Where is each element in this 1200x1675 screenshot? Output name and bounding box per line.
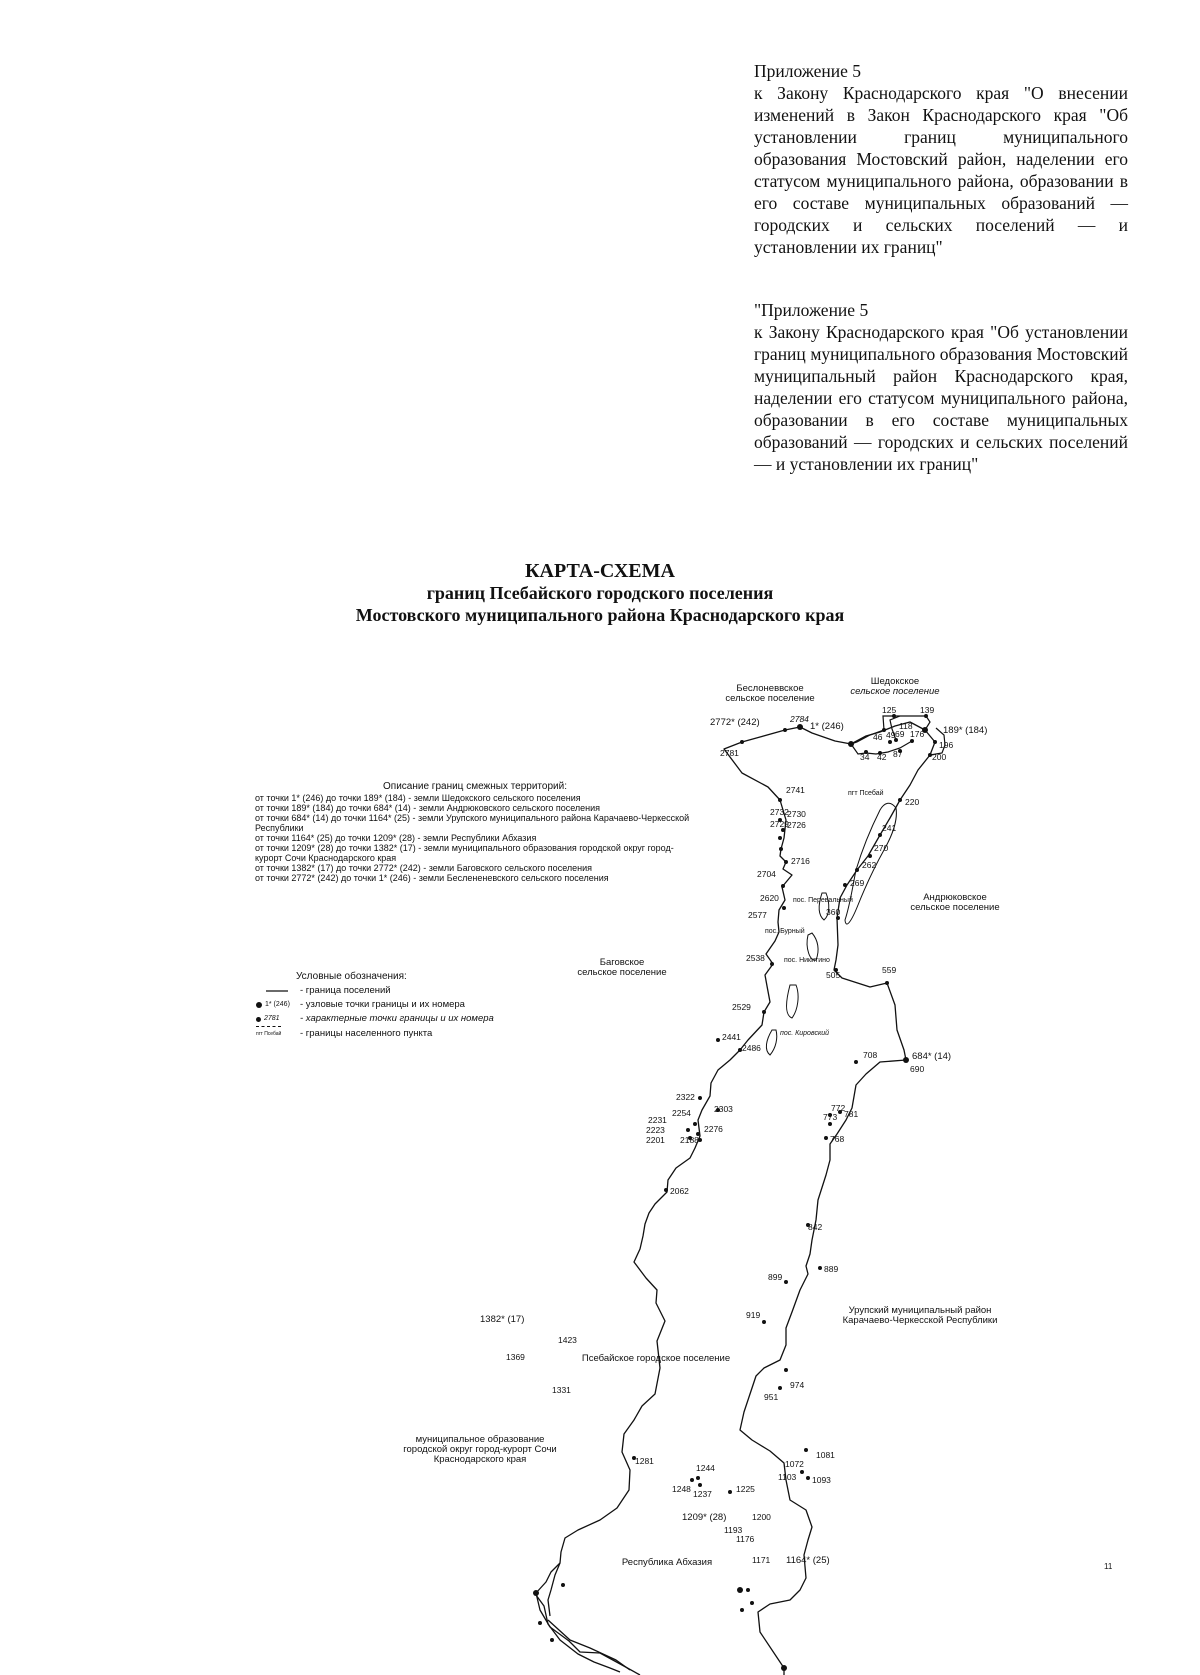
node-point-1382 [533, 1590, 539, 1596]
point-label: 2201 [646, 1135, 665, 1145]
point-label: 2529 [732, 1002, 751, 1012]
point-label: 49 [886, 730, 896, 740]
settlement-boundary-icon: пгт Псебай [256, 1026, 281, 1041]
appendix-heading: Приложение 5 [754, 61, 862, 81]
point-label: 2322 [676, 1092, 695, 1102]
appendix-text: к Закону Краснодарского края "Об установлении границ муниципального образования Мостовский муниципальный район Краснодарского края, наделении его статусом муниципального района, образовании в его составе муниципальных образований — городских и сельских поселений — и установлении их границ" [754, 322, 1128, 474]
legend-label: - характерные точки границы и их номера [300, 1013, 494, 1024]
point-labels [480, 705, 987, 1566]
point-label: 2231 [648, 1115, 667, 1125]
settlement-label: пос. Никитино [784, 957, 830, 964]
description-row: от точки 1* (246) до точки 189* (184) - земли Шедокского сельского поселения [255, 793, 581, 803]
point-label: 2730 [787, 809, 806, 819]
settlement-label: пос. Перевальный [793, 897, 853, 904]
region-label-andryuk: Андрюковское [923, 892, 987, 903]
region-label-beslenei: Беслоневвское [736, 683, 804, 694]
point-label: 2716 [791, 856, 810, 866]
point-label: 1103 [778, 1472, 797, 1482]
point-label: 559 [882, 965, 897, 975]
point-label: 1281 [635, 1456, 654, 1466]
point-label: 269 [850, 878, 865, 888]
point-label: 42 [877, 752, 887, 762]
point-label: 139 [920, 705, 935, 715]
region-label-bagov: Баговское [599, 957, 645, 968]
point-label: 505 [826, 970, 841, 980]
point-label: 2729 [770, 819, 789, 829]
point-label: 684* (14) [912, 1051, 952, 1062]
region-label-sochi: Краснодарского края [433, 1454, 527, 1465]
characteristic-points [538, 714, 937, 1642]
point-label: 2223 [646, 1125, 665, 1135]
point-label: 2276 [704, 1124, 723, 1134]
point-label: 1248 [672, 1484, 691, 1494]
point-label: 2577 [748, 910, 767, 920]
description-row: от точки 1382* (17) до точки 2772* (242) - земли Баговского сельского поселения [255, 863, 593, 873]
description-row: от точки 2772* (242) до точки 1* (246) - земли Беслененевского сельского поселения [255, 873, 609, 883]
legend-label: - узловые точки границы и их номера [300, 999, 465, 1010]
page-number: 11 [1104, 1562, 1113, 1571]
region-label-shedok: сельское поселение [850, 686, 940, 697]
point-label: 1093 [812, 1475, 831, 1485]
point-label: 2062 [670, 1186, 689, 1196]
description-row: от точки 1209* (28) до точки 1382* (17) - земли муниципального образования городской округ город-курорт Сочи Краснодарского края [255, 843, 674, 863]
point-label: 1171 [752, 1555, 771, 1565]
region-label-beslenei: сельское поселение [725, 693, 815, 704]
point-label: 974 [790, 1380, 805, 1390]
point-label: 1369 [506, 1352, 525, 1362]
region-label-psebay: Псебайское городское поселение [581, 1353, 731, 1364]
description-header: Описание границ смежных территорий: [383, 781, 567, 792]
settlement-boundary-line-east [740, 722, 935, 1668]
point-label: 1244 [696, 1463, 715, 1473]
region-label-urup: Урупский муниципальный район [848, 1305, 992, 1316]
point-label: 2486 [742, 1043, 761, 1053]
point-label: 708 [863, 1050, 878, 1060]
appendix-heading: "Приложение 5 [754, 300, 869, 320]
region-labels [403, 676, 999, 1568]
point-label: 69 [895, 729, 905, 739]
node-point-2772 [797, 724, 803, 730]
point-label: 1423 [558, 1335, 577, 1345]
point-label: 1237 [693, 1489, 712, 1499]
point-label: 919 [746, 1310, 761, 1320]
point-label: 2704 [757, 869, 776, 879]
legend-header: Условные обозначения: [296, 971, 407, 982]
point-label: 220 [905, 797, 920, 807]
point-label: 2772* (242) [710, 717, 760, 728]
region-label-andryuk: сельское поселение [910, 902, 1000, 913]
point-label: 951 [764, 1392, 779, 1402]
point-label: 200 [932, 752, 947, 762]
node-point-1164 [781, 1665, 787, 1671]
region-label-sochi: городской округ город-курорт Сочи [403, 1444, 557, 1455]
region-label-urup: Карачаево-Черкесской Республики [842, 1315, 998, 1326]
region-label-abkhazia: Республика Абхазия [621, 1557, 713, 1568]
point-label: 1225 [736, 1484, 755, 1494]
node-point-1 [848, 741, 854, 747]
point-label: 118 [899, 721, 913, 731]
point-label: 2732 [770, 807, 789, 817]
point-label: 1* (246) [810, 721, 844, 732]
point-label: 241 [882, 823, 897, 833]
point-label: 768 [830, 1134, 845, 1144]
point-label: 2620 [760, 893, 779, 903]
region-label-bagov: сельское поселение [577, 967, 667, 978]
point-label: 2784 [790, 714, 809, 724]
region-label-sochi: муниципальное образование [415, 1434, 545, 1445]
point-label: 46 [873, 732, 883, 742]
point-label: 262 [862, 860, 877, 870]
appendix-text: к Закону Краснодарского края "О внесении изменений в Закон Краснодарского края "Об установлении границ муниципального образования Мостовский район, наделении его статусом муниципального района, образовании в его составе муниципальных образований — городских и сельских поселений — и установлении их границ" [754, 83, 1128, 257]
point-label: 2726 [787, 820, 806, 830]
point-label: 2538 [746, 953, 765, 963]
point-label: 1193 [724, 1525, 743, 1535]
point-label: 125 [882, 705, 897, 715]
point-label: 1072 [785, 1459, 804, 1469]
point-label: 1200 [752, 1512, 771, 1522]
point-label: 34 [860, 752, 870, 762]
legend-label: - границы населенного пункта [300, 1027, 433, 1039]
description-row: от точки 189* (184) до точки 684* (14) - земли Андрюковского сельского поселения [255, 803, 601, 813]
point-label: 176 [910, 729, 925, 739]
point-label: 1081 [816, 1450, 835, 1460]
point-label: 772 [831, 1103, 846, 1113]
point-label: 2188 [680, 1135, 699, 1145]
legend-label: - граница поселений [300, 985, 391, 996]
point-label: 2254 [672, 1108, 691, 1118]
kirovsky-settlement-outline [766, 1030, 776, 1055]
settlement-label: пос. Кировский [780, 1030, 830, 1037]
title-line-1: КАРТА-СХЕМА [525, 560, 675, 582]
node-point-1209 [737, 1587, 743, 1593]
point-label: 270 [874, 843, 889, 853]
point-label: 360 [826, 907, 841, 917]
point-label: 2741 [786, 785, 805, 795]
legend-symbol-text: 1* (246) [265, 1001, 290, 1008]
point-label: 781 [844, 1109, 859, 1119]
point-label: 842 [808, 1222, 823, 1232]
point-label: 889 [824, 1264, 839, 1274]
title-line-2: границ Псебайского городского поселения [426, 583, 774, 603]
point-label: 1382* (17) [480, 1314, 525, 1325]
region-label-shedok: Шедокское [870, 676, 920, 687]
point-label: 1164* (25) [786, 1555, 830, 1566]
point-label: 189* (184) [943, 725, 988, 736]
description-row: от точки 684* (14) до точки 1164* (25) - земли Урупского муниципального района Карачаево-Черкесской Республики [255, 813, 690, 833]
point-label: 1209* (28) [682, 1512, 727, 1523]
settlement-label: пос. Бурный [765, 928, 805, 935]
point-label: 1176 [736, 1534, 755, 1544]
point-label: 2781 [720, 748, 739, 758]
point-label: 899 [768, 1272, 783, 1282]
point-label: 87 [893, 749, 903, 759]
point-label: 2303 [714, 1104, 733, 1114]
settlement-label: пгт Псебай [848, 790, 884, 797]
point-label: 773 [823, 1112, 838, 1122]
description-row: от точки 1164* (25) до точки 1209* (28) - земли Республики Абхазия [255, 833, 537, 843]
point-label: 196 [939, 740, 954, 750]
title-line-3: Мостовского муниципального района Краснодарского края [355, 605, 845, 625]
point-label: 690 [910, 1064, 925, 1074]
point-label: 1331 [552, 1385, 571, 1395]
legend-symbol-text: 2781 [264, 1015, 280, 1022]
nikitino-settlement-outline [787, 985, 799, 1018]
point-label: 2441 [722, 1032, 741, 1042]
